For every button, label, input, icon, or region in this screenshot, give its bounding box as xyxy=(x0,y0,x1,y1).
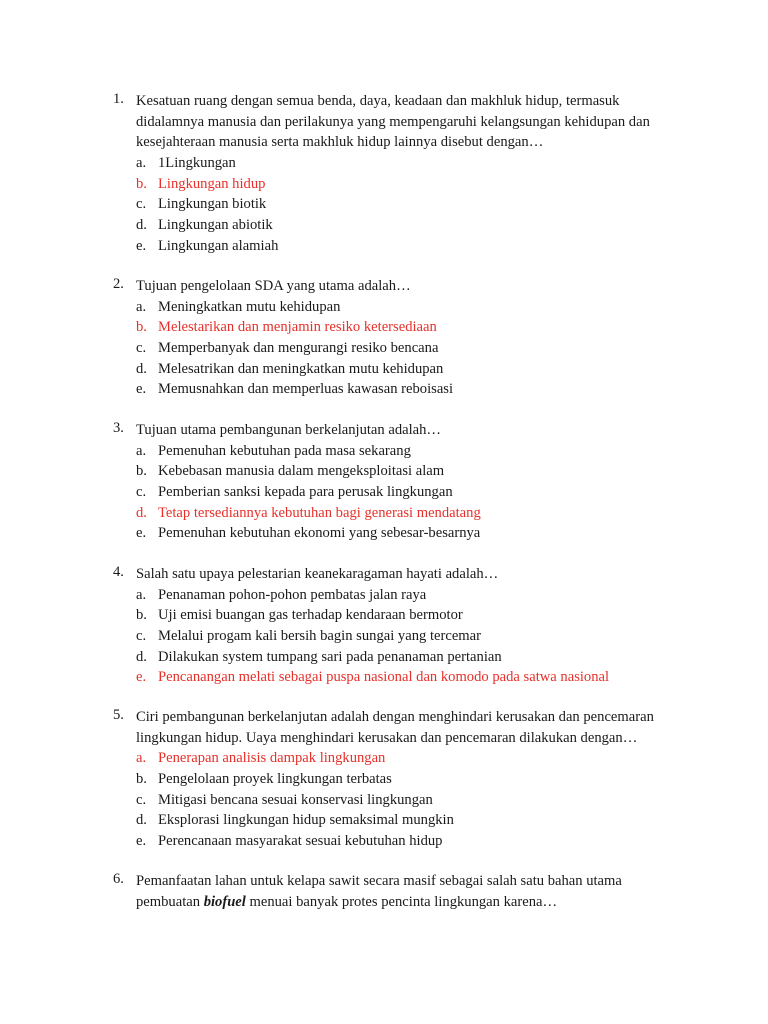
option-text: Lingkungan abiotik xyxy=(158,217,273,234)
question-text xyxy=(136,871,673,912)
option-letter: d. xyxy=(136,360,147,377)
option-letter: d. xyxy=(136,217,147,234)
question-6 xyxy=(113,871,673,912)
option-letter: d. xyxy=(136,648,147,665)
question-number: 4. xyxy=(113,564,124,580)
option-letter: b. xyxy=(136,771,147,788)
option-text: Penerapan analisis dampak lingkungan xyxy=(158,750,386,767)
option-letter: c. xyxy=(136,484,147,501)
option-c xyxy=(136,626,673,647)
option-letter: b. xyxy=(136,463,147,480)
option-b xyxy=(136,769,673,790)
option-letter: a. xyxy=(136,586,147,603)
option-b xyxy=(136,174,673,195)
question-number: 2. xyxy=(113,276,124,292)
question-text: Kesatuan ruang dengan semua benda, daya, keadaan dan makhluk hidup, termasuk didalamnya manusia dan perilakunya yang mempengaruhi kelangsungan kehidupan dan kesejahteraan manusia serta makhluk hidup lainnya disebut dengan… xyxy=(136,93,650,151)
option-e xyxy=(136,236,673,257)
option-list xyxy=(136,585,673,688)
option-d xyxy=(136,647,673,668)
option-list xyxy=(136,297,673,400)
option-letter: a. xyxy=(136,442,147,459)
option-letter: e. xyxy=(136,237,147,254)
option-c xyxy=(136,338,673,359)
option-letter: a. xyxy=(136,298,147,315)
question-text-before: Pemanfaatan lahan untuk kelapa sawit secara masif sebagai salah satu bahan utama pembuatan xyxy=(136,873,622,910)
option-letter: e. xyxy=(136,525,147,542)
option-text: Penanaman pohon-pohon pembatas jalan raya xyxy=(158,586,427,603)
option-e xyxy=(136,523,673,544)
option-letter: d. xyxy=(136,504,147,521)
option-e xyxy=(136,667,673,688)
option-a xyxy=(136,748,673,769)
emphasis-term: biofuel xyxy=(203,893,246,910)
question-number: 6. xyxy=(113,871,124,887)
option-list xyxy=(136,441,673,544)
option-text: Kebebasan manusia dalam mengeksploitasi alam xyxy=(158,463,445,480)
option-text: Mitigasi bencana sesuai konservasi lingkungan xyxy=(158,791,433,808)
option-letter: a. xyxy=(136,750,147,767)
question-number: 5. xyxy=(113,707,124,723)
option-letter: d. xyxy=(136,812,147,829)
option-text: Lingkungan hidup xyxy=(158,175,266,192)
option-text: Pemberian sanksi kepada para perusak lingkungan xyxy=(158,484,453,501)
question-text: Salah satu upaya pelestarian keanekaragaman hayati adalah… xyxy=(136,566,499,582)
question-1 xyxy=(113,91,673,257)
question-text: Tujuan utama pembangunan berkelanjutan adalah… xyxy=(136,422,442,438)
option-c xyxy=(136,194,673,215)
option-d xyxy=(136,215,673,236)
option-a xyxy=(136,153,673,174)
option-d xyxy=(136,810,673,831)
option-d xyxy=(136,359,673,380)
option-e xyxy=(136,379,673,400)
option-letter: e. xyxy=(136,381,147,398)
option-list xyxy=(136,748,673,851)
option-letter: c. xyxy=(136,340,147,357)
option-text: Pengelolaan proyek lingkungan terbatas xyxy=(158,771,392,788)
option-letter: c. xyxy=(136,628,147,645)
option-text: Pemenuhan kebutuhan ekonomi yang sebesar-besarnya xyxy=(158,525,481,542)
option-b xyxy=(136,461,673,482)
option-text: Memusnahkan dan memperluas kawasan reboisasi xyxy=(158,381,454,398)
option-text: Melestarikan dan menjamin resiko ketersediaan xyxy=(158,319,437,336)
option-text: Meningkatkan mutu kehidupan xyxy=(158,298,341,315)
option-text: Memperbanyak dan mengurangi resiko bencana xyxy=(158,340,439,357)
option-text: 1Lingkungan xyxy=(158,155,236,172)
question-4 xyxy=(113,564,673,688)
option-text: Eksplorasi lingkungan hidup semaksimal mungkin xyxy=(158,812,454,829)
option-e xyxy=(136,831,673,852)
option-letter: b. xyxy=(136,319,147,336)
option-text: Melalui progam kali bersih bagin sungai yang tercemar xyxy=(158,628,481,645)
option-c xyxy=(136,482,673,503)
option-letter: b. xyxy=(136,175,147,192)
question-number: 3. xyxy=(113,420,124,436)
option-text: Perencanaan masyarakat sesuai kebutuhan hidup xyxy=(158,833,443,850)
question-3 xyxy=(113,420,673,544)
option-d xyxy=(136,503,673,524)
option-a xyxy=(136,441,673,462)
option-a xyxy=(136,297,673,318)
question-text: Tujuan pengelolaan SDA yang utama adalah… xyxy=(136,278,411,294)
option-text: Tetap tersediannya kebutuhan bagi generasi mendatang xyxy=(158,504,481,521)
question-number: 1. xyxy=(113,91,124,107)
option-text: Pencanangan melati sebagai puspa nasional dan komodo pada satwa nasional xyxy=(158,669,610,686)
question-text-after: menuai banyak protes pencinta lingkungan karena… xyxy=(245,893,558,910)
question-2 xyxy=(113,276,673,400)
option-c xyxy=(136,790,673,811)
option-list xyxy=(136,153,673,256)
option-b xyxy=(136,317,673,338)
option-text: Uji emisi buangan gas terhadap kendaraan bermotor xyxy=(158,607,463,624)
option-letter: a. xyxy=(136,155,147,172)
option-letter: e. xyxy=(136,833,147,850)
option-b xyxy=(136,605,673,626)
option-text: Pemenuhan kebutuhan pada masa sekarang xyxy=(158,442,411,459)
option-text: Dilakukan system tumpang sari pada penanaman pertanian xyxy=(158,648,502,665)
option-letter: c. xyxy=(136,196,147,213)
option-text: Lingkungan alamiah xyxy=(158,237,279,254)
option-text: Lingkungan biotik xyxy=(158,196,267,213)
question-text: Ciri pembangunan berkelanjutan adalah dengan menghindari kerusakan dan pencemaran lingkungan hidup. Uaya menghindari kerusakan dan pencemaran dilakukan dengan… xyxy=(136,709,654,746)
option-letter: b. xyxy=(136,607,147,624)
option-text: Melesatrikan dan meningkatkan mutu kehidupan xyxy=(158,360,444,377)
question-5 xyxy=(113,707,673,852)
option-letter: c. xyxy=(136,791,147,808)
option-a xyxy=(136,585,673,606)
option-letter: e. xyxy=(136,669,147,686)
